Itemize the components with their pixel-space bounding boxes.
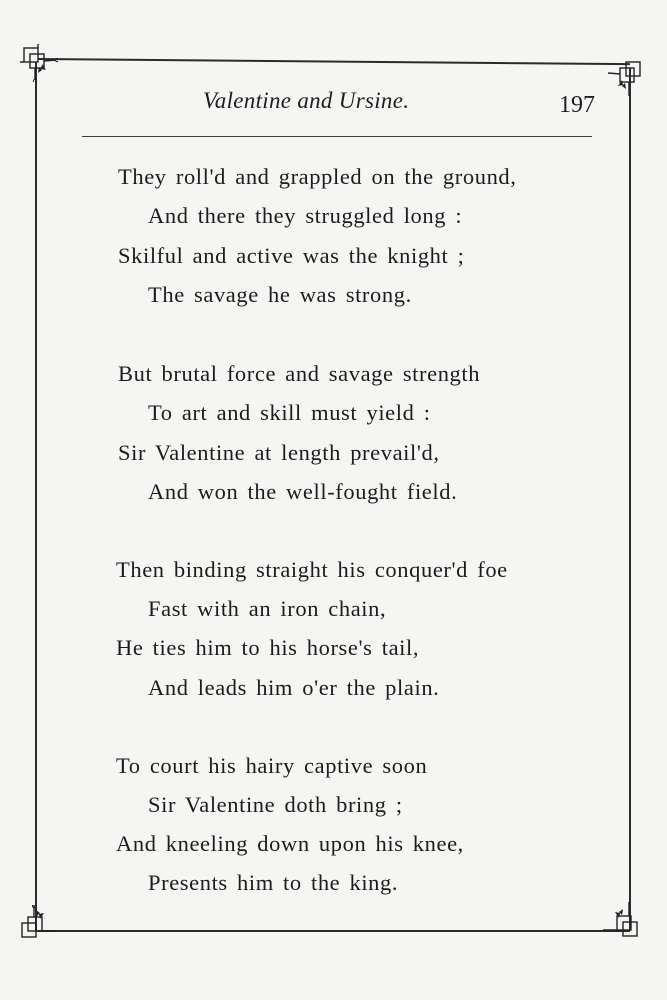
poem-line: Then binding straight his conquer'd foe [116,557,508,582]
poem-line: But brutal force and savage strength [118,361,481,386]
poem-line: Fast with an iron chain, [148,596,387,621]
poem-line: And kneeling down upon his knee, [116,831,464,856]
poem-line: Sir Valentine at length prevail'd, [118,440,440,465]
poem-line: The savage he was strong. [148,282,412,307]
poem-line: They roll'd and grappled on the ground, [118,164,517,189]
poem-line: Skilful and active was the knight ; [118,243,465,268]
poem-line: Sir Valentine doth bring ; [148,792,403,817]
poem-line: To art and skill must yield : [148,400,431,425]
poem-line: To court his hairy captive soon [116,753,428,778]
poem-line: And leads him o'er the plain. [148,675,440,700]
poem-line: And won the well-fought field. [148,479,458,504]
poem-line: And there they struggled long : [148,203,463,228]
running-title: Valentine and Ursine. [203,88,410,113]
poem-line: Presents him to the king. [148,870,399,895]
poem-line: He ties him to his horse's tail, [116,635,420,660]
page-number: 197 [559,92,595,118]
